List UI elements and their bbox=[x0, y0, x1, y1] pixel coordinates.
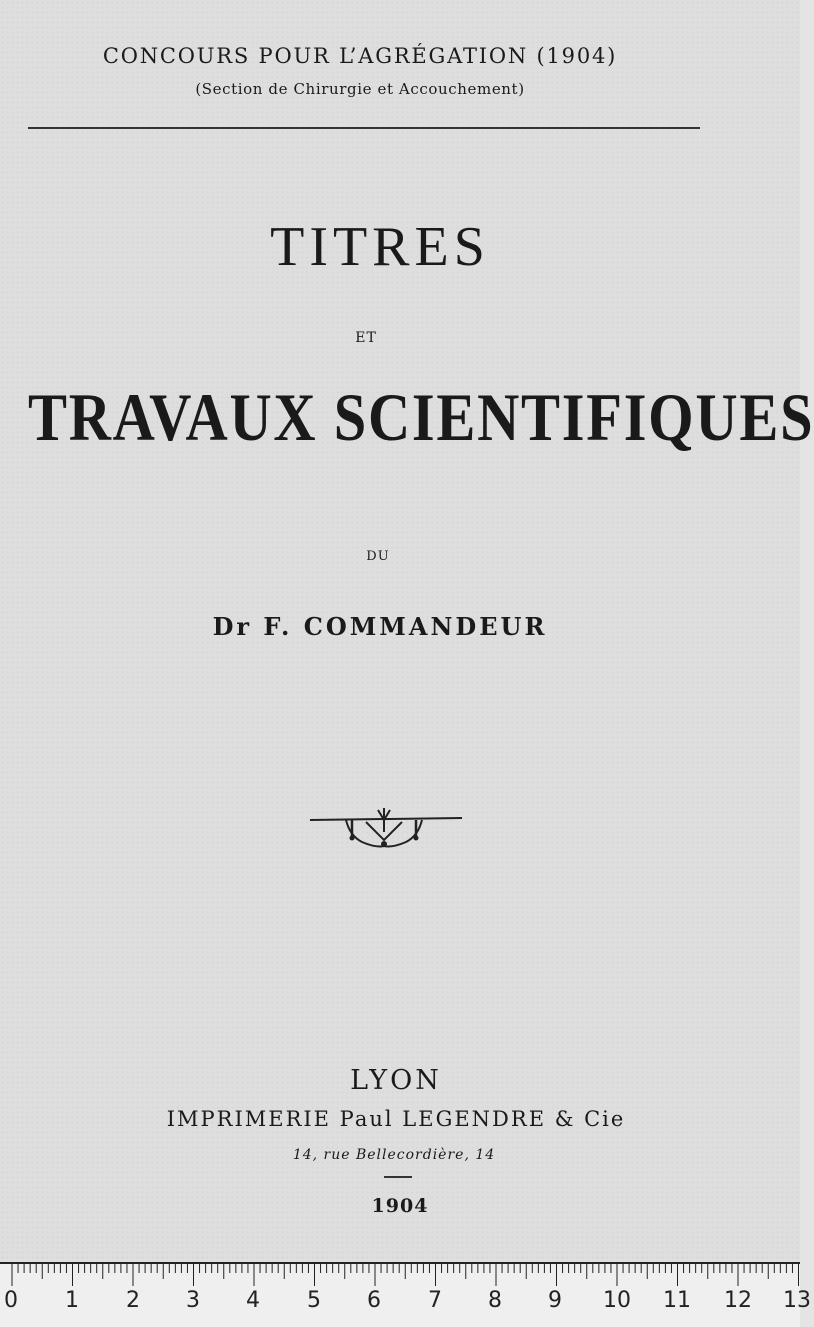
ruler-label: 12 bbox=[724, 1288, 752, 1313]
measuring-ruler bbox=[0, 1262, 811, 1327]
ruler-label: 3 bbox=[186, 1288, 200, 1313]
section-subheading: (Section de Chirurgie et Accouchement) bbox=[195, 80, 525, 98]
header-divider bbox=[28, 127, 700, 129]
ruler-label: 13 bbox=[783, 1288, 811, 1313]
ruler-label: 7 bbox=[428, 1288, 442, 1313]
title-conjunction: ET bbox=[355, 330, 377, 346]
author-name: Dr F. COMMANDEUR bbox=[212, 612, 548, 641]
ruler-label: 5 bbox=[307, 1288, 321, 1313]
fleuron-icon bbox=[306, 806, 466, 856]
ruler-label: 10 bbox=[603, 1288, 631, 1313]
ruler-label: 2 bbox=[126, 1288, 140, 1313]
imprint-year: 1904 bbox=[371, 1195, 429, 1217]
ruler-label: 11 bbox=[663, 1288, 691, 1313]
title-titres: TITRES bbox=[270, 216, 490, 278]
imprint-address: 14, rue Bellecordière, 14 bbox=[292, 1147, 496, 1163]
imprint-city: LYON bbox=[350, 1065, 442, 1096]
ruler-label: 6 bbox=[367, 1288, 381, 1313]
ruler-label: 9 bbox=[548, 1288, 562, 1313]
ruler-label: 0 bbox=[4, 1288, 18, 1313]
imprint-dash bbox=[384, 1176, 412, 1178]
imprint-printer: IMPRIMERIE Paul LEGENDRE & Cie bbox=[166, 1107, 626, 1131]
competition-heading: CONCOURS POUR L’AGRÉGATION (1904) bbox=[102, 44, 618, 68]
ruler-label: 1 bbox=[65, 1288, 79, 1313]
title-travaux: TRAVAUX SCIENTIFIQUES bbox=[28, 379, 814, 455]
ruler-label: 8 bbox=[488, 1288, 502, 1313]
title-preposition: DU bbox=[366, 549, 390, 564]
ruler-label: 4 bbox=[246, 1288, 260, 1313]
